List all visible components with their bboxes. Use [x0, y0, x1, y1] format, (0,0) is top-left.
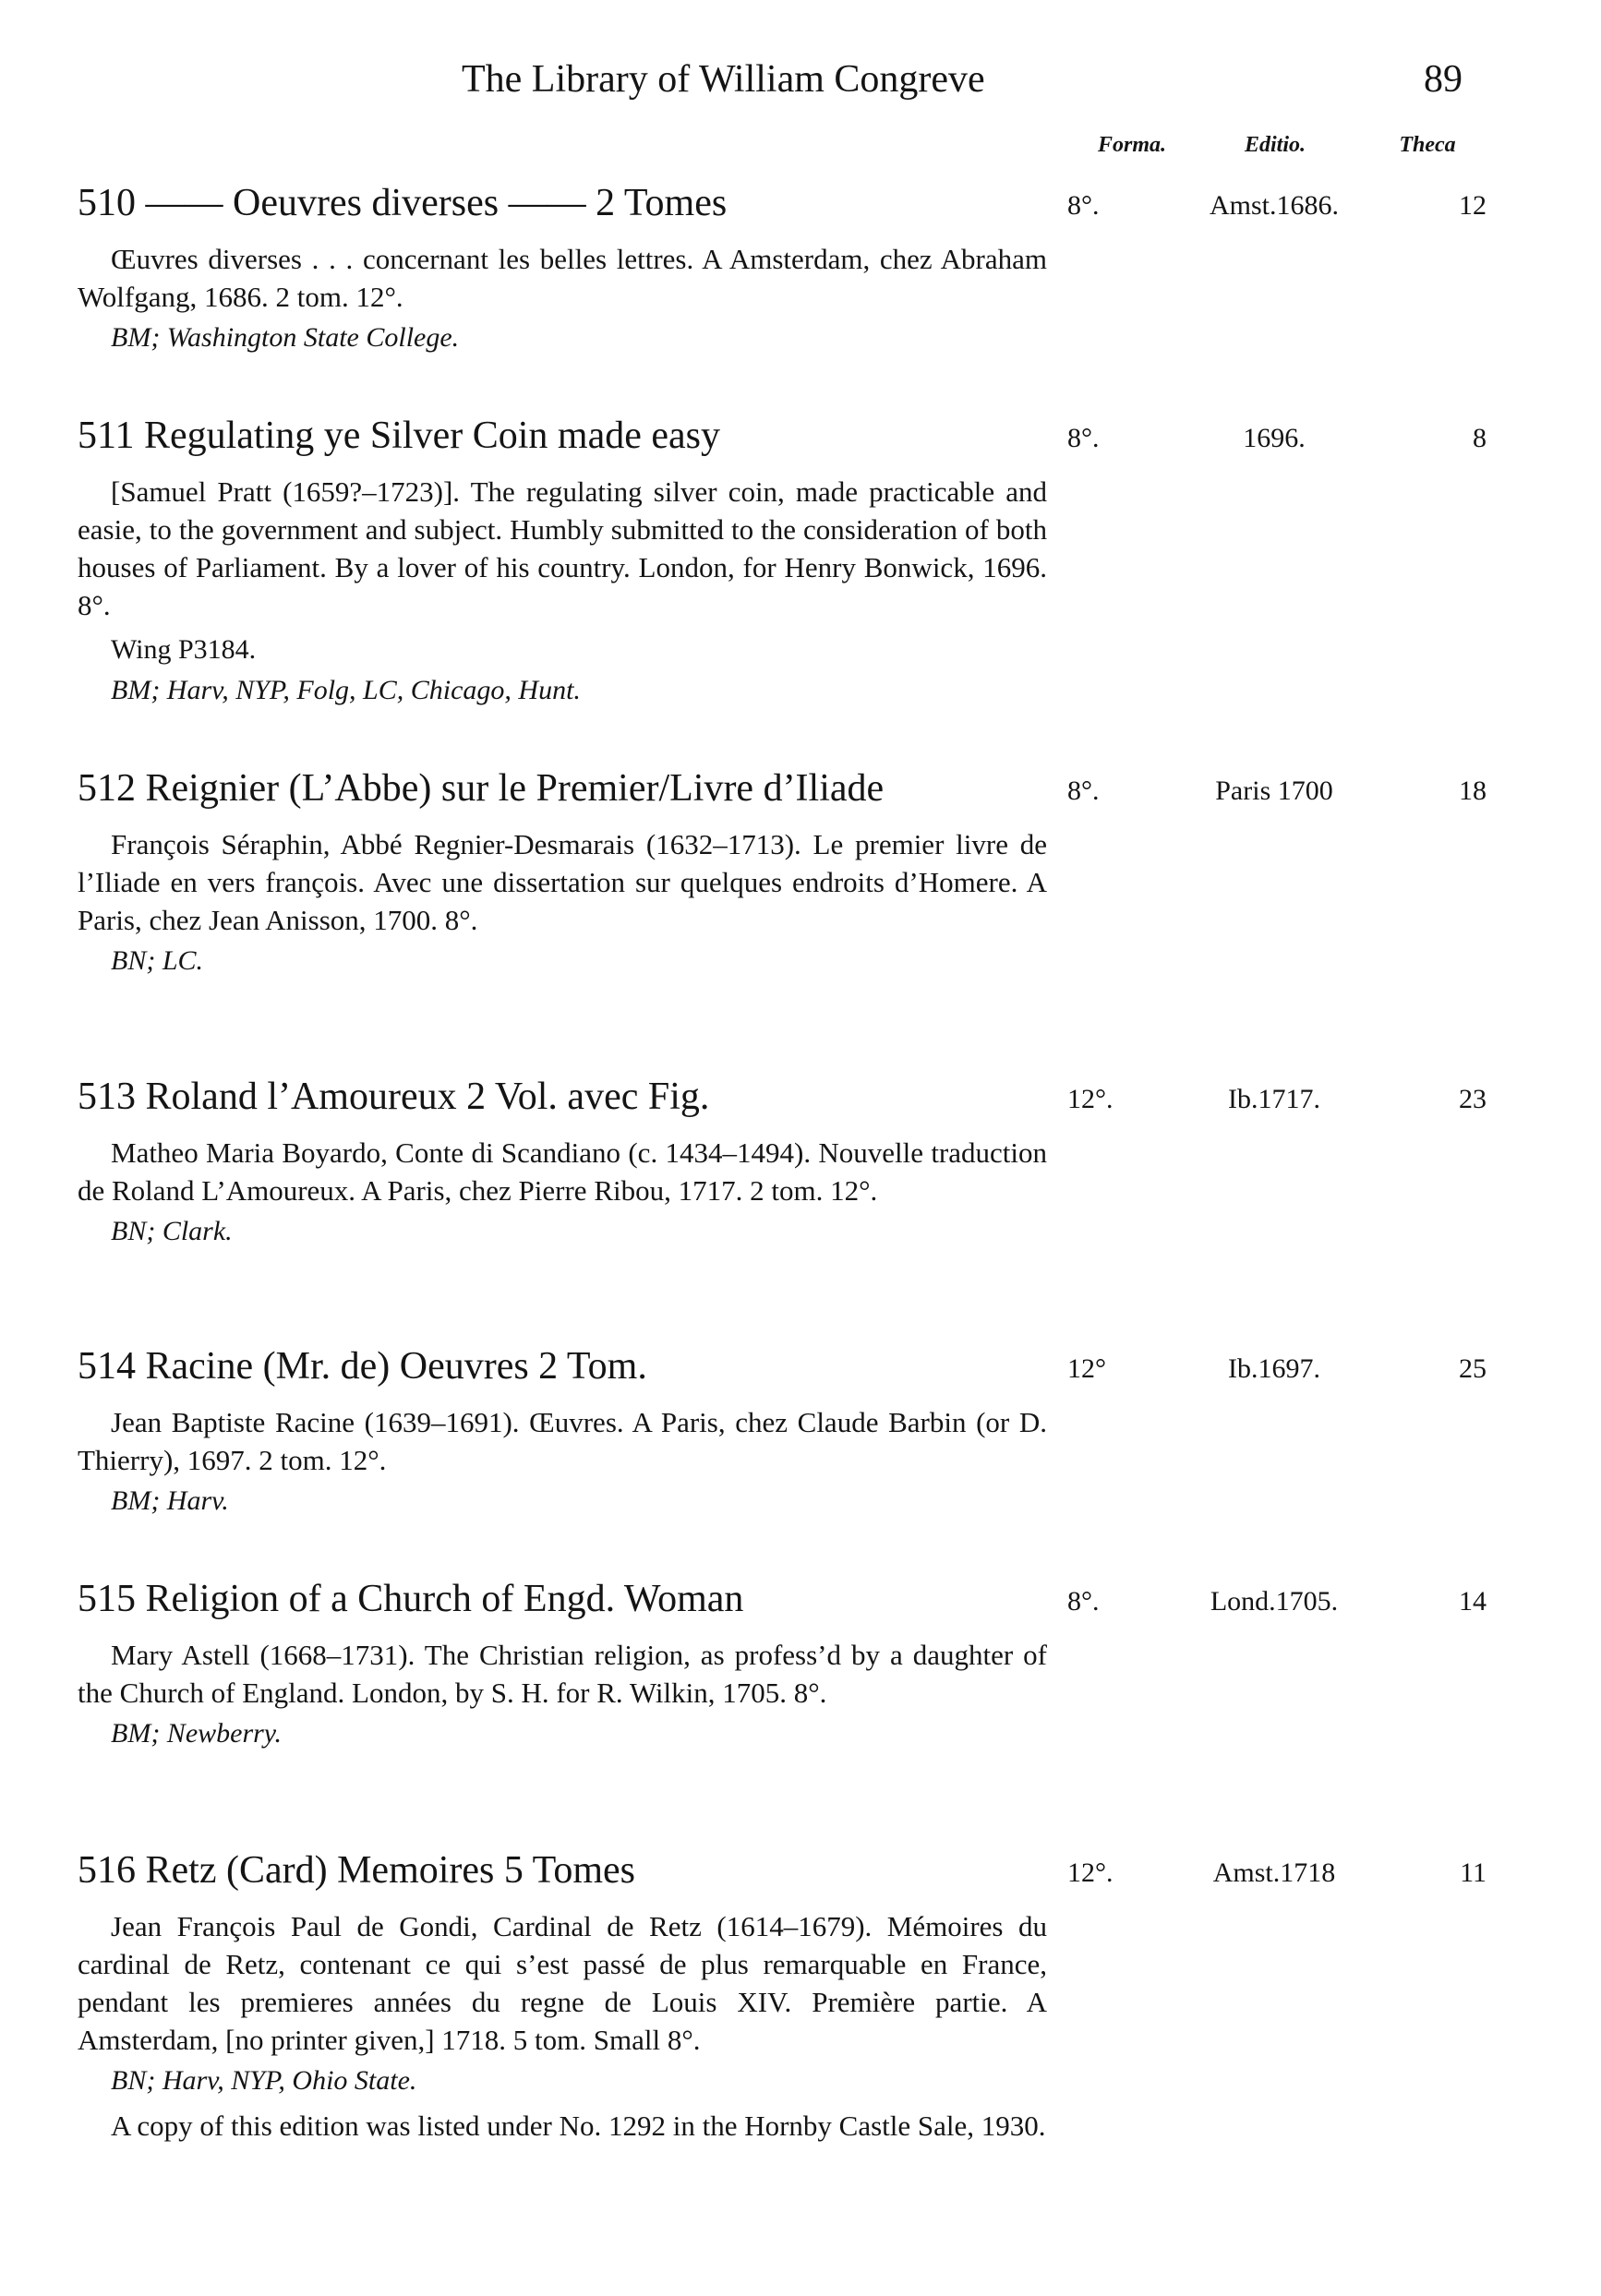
entry-heading	[0, 766, 1601, 820]
entry-locations: BN; LC.	[111, 945, 204, 976]
entry-theca: 23	[1459, 1084, 1487, 1114]
entry-forma: 12°	[1067, 1353, 1106, 1384]
entry-editio: 1696.	[1243, 423, 1306, 453]
entry-locations: BN; Clark.	[111, 1216, 233, 1246]
entry-heading	[0, 1344, 1601, 1398]
entry-locations: BM; Harv.	[111, 1485, 229, 1516]
catalog-entry-512	[0, 766, 1601, 980]
entry-theca: 14	[1459, 1586, 1487, 1617]
entry-heading	[0, 181, 1601, 234]
entry-editio: Ib.1717.	[1228, 1084, 1320, 1114]
catalog-entry-515	[0, 1577, 1601, 1752]
entry-forma: 12°.	[1067, 1857, 1113, 1888]
entry-description: Œuvres diverses . . . concernant les belles lettres. A Amsterdam, chez Abraham Wolfgang, 1686. 2 tom. 12°.	[78, 243, 1047, 313]
running-title: The Library of William Congreve	[462, 58, 985, 101]
entry-heading	[0, 1848, 1601, 1902]
entry-locations: BM; Washington State College.	[111, 322, 460, 353]
entry-description: Matheo Maria Boyardo, Conte di Scandiano (c. 1434–1494). Nouvelle traduction de Roland L’Amoureux. A Paris, chez Pierre Ribou, 1717. 2 tom. 12°.	[78, 1136, 1047, 1207]
entry-locations: BM; Newberry.	[111, 1718, 282, 1749]
entry-locations: BN; Harv, NYP, Ohio State.	[111, 2065, 417, 2096]
column-header-editio: Editio.	[1244, 133, 1306, 157]
column-header-forma: Forma.	[1097, 133, 1166, 157]
entry-description: Jean François Paul de Gondi, Cardinal de Retz (1614–1679). Mémoires du cardinal de Retz, contenant ce qui s’est passé de plus remarquable en France, pendant les premieres années du regne de Louis XIV. Première partie. A Amsterdam, [no printer given,] 1718. 5 tom. Small 8°.	[78, 1910, 1047, 2056]
entry-forma: 8°.	[1067, 1586, 1100, 1617]
page-number: 89	[1424, 58, 1463, 101]
catalog-entry-516	[0, 1848, 1601, 2145]
column-headers	[0, 133, 1601, 161]
entry-description: [Samuel Pratt (1659?–1723)]. The regulating silver coin, made practicable and easie, to the government and subject. Humbly submitted to the consideration of both houses of Parliament. By a lover of his country. London, for Henry Bonwick, 1696. 8°.	[78, 475, 1047, 621]
entry-title: 514 Racine (Mr. de) Oeuvres 2 Tom.	[78, 1345, 647, 1388]
entry-reference: Wing P3184.	[111, 634, 257, 665]
catalog-entry-511	[0, 414, 1601, 709]
column-header-theca: Theca	[1399, 133, 1456, 157]
entry-title: 510 —— Oeuvres diverses —— 2 Tomes	[78, 182, 728, 224]
entry-title: 512 Reignier (L’Abbe) sur le Premier/Livre d’Iliade	[78, 767, 885, 810]
catalog-entry-510	[0, 181, 1601, 356]
entry-editio: Paris 1700	[1215, 775, 1333, 806]
entry-description: François Séraphin, Abbé Regnier-Desmarais (1632–1713). Le premier livre de l’Iliade en vers françois. Avec une dissertation sur quelques endroits d’Homere. A Paris, chez Jean Anisson, 1700. 8°.	[78, 828, 1047, 936]
entry-editio: Ib.1697.	[1228, 1353, 1320, 1384]
entry-theca: 18	[1459, 775, 1487, 806]
entry-title: 513 Roland l’Amoureux 2 Vol. avec Fig.	[78, 1076, 710, 1118]
entry-theca: 25	[1459, 1353, 1487, 1384]
entry-theca: 12	[1459, 190, 1487, 221]
entry-title: 515 Religion of a Church of Engd. Woman	[78, 1578, 744, 1620]
catalog-entry-514	[0, 1344, 1601, 1520]
entry-editio: Amst.1686.	[1209, 190, 1339, 221]
entry-editio: Lond.1705.	[1210, 1586, 1339, 1617]
entry-heading	[0, 414, 1601, 467]
entry-locations: BM; Harv, NYP, Folg, LC, Chicago, Hunt.	[111, 675, 581, 705]
entry-editio: Amst.1718	[1212, 1857, 1336, 1888]
entry-description: Mary Astell (1668–1731). The Christian religion, as profess’d by a daughter of the Church of England. London, by S. H. for R. Wilkin, 1705. 8°.	[78, 1639, 1047, 1709]
entry-title: 516 Retz (Card) Memoires 5 Tomes	[78, 1849, 635, 1892]
entry-forma: 8°.	[1067, 423, 1100, 453]
entry-heading	[0, 1577, 1601, 1630]
entry-title: 511 Regulating ye Silver Coin made easy	[78, 415, 720, 457]
entry-note: A copy of this edition was listed under No. 1292 in the Hornby Castle Sale, 1930.	[111, 2110, 1046, 2142]
entry-description: Jean Baptiste Racine (1639–1691). Œuvres. A Paris, chez Claude Barbin (or D. Thierry), 1697. 2 tom. 12°.	[78, 1406, 1047, 1476]
entry-forma: 8°.	[1067, 775, 1100, 806]
entry-forma: 12°.	[1067, 1084, 1113, 1114]
entry-theca: 8	[1473, 423, 1487, 453]
entry-forma: 8°.	[1067, 190, 1100, 221]
entry-heading	[0, 1075, 1601, 1128]
catalog-entry-513	[0, 1075, 1601, 1250]
running-head	[0, 57, 1601, 113]
entry-theca: 11	[1460, 1857, 1487, 1888]
